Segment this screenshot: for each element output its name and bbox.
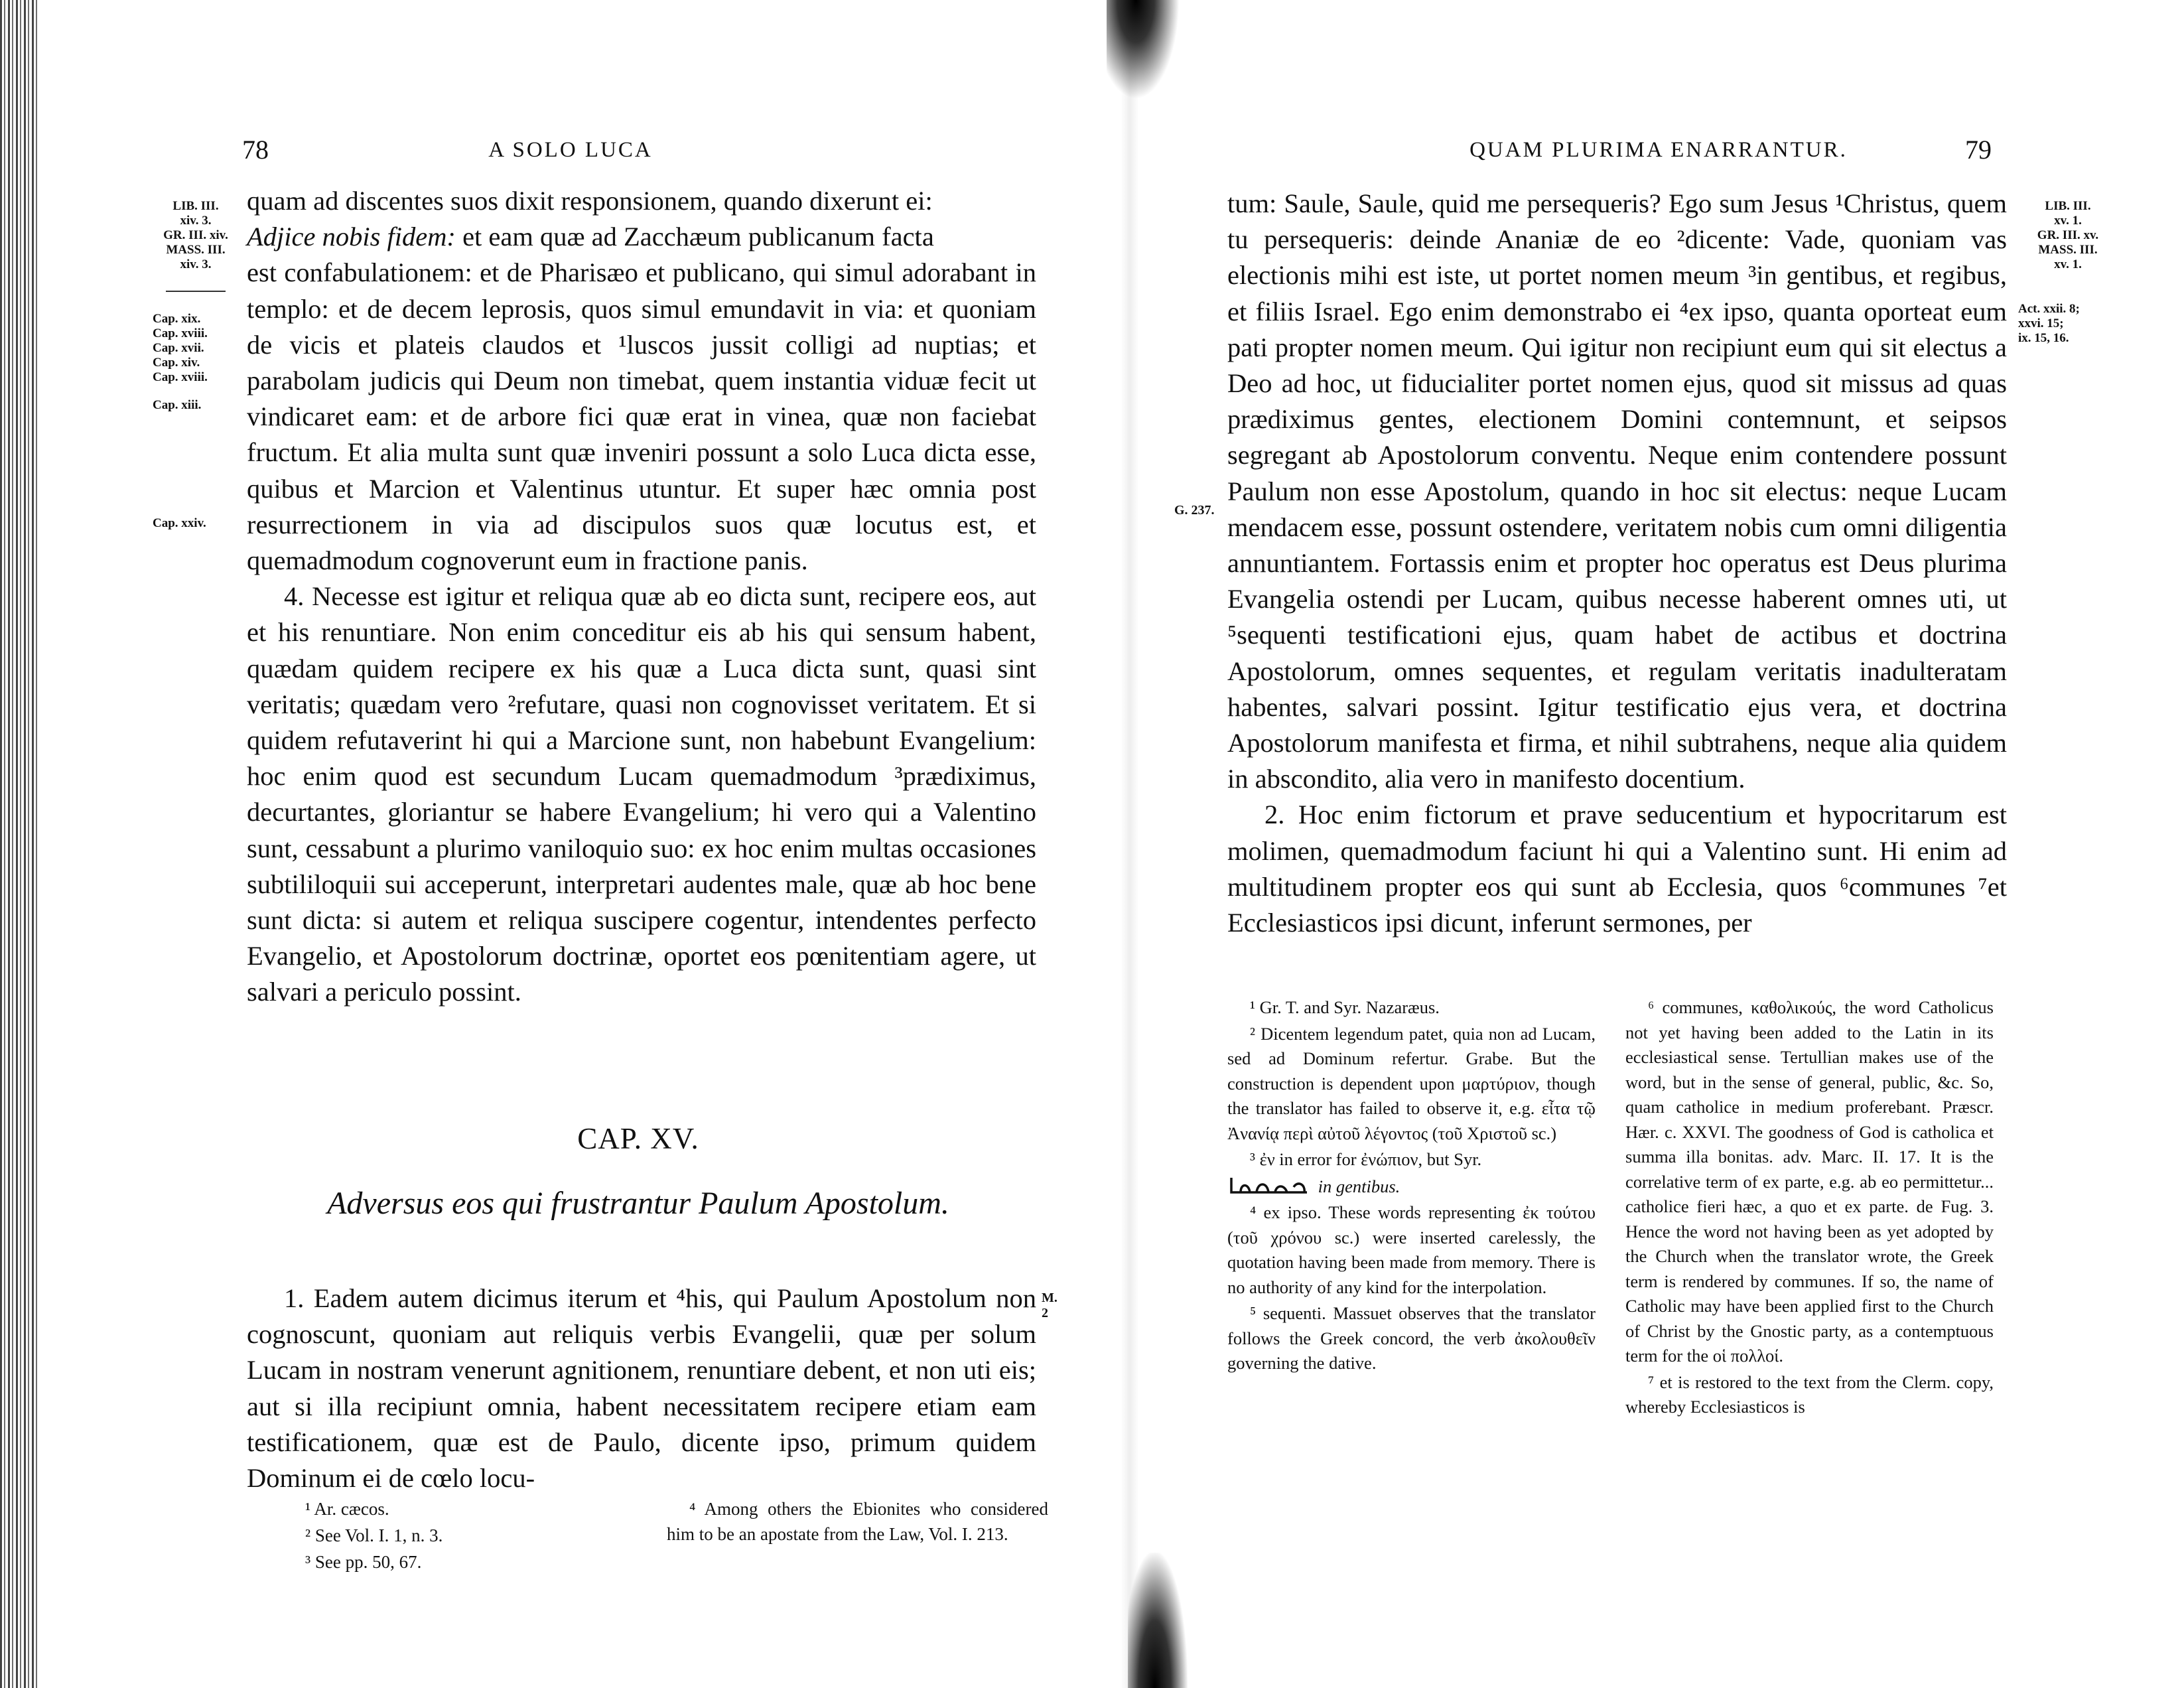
footnote-r7: ⁷ et is restored to the text from the Clerm. copy, whereby Ecclesiasticos is bbox=[1625, 1372, 1994, 1417]
right-margin-ref-block: LIB. III. xv. 1. GR. III. xv. MASS. III. xv. 1. bbox=[2037, 199, 2099, 271]
footnote-r3-syriac bbox=[1227, 1174, 1596, 1200]
gutter-blot-bottom bbox=[1128, 1553, 1188, 1688]
chapter-number: CAP. XV. bbox=[577, 1122, 699, 1155]
left-body-text-2 bbox=[247, 1281, 1036, 1496]
footnote-r4: ⁴ ex ipso. These words representing ἐκ τούτου (τοῦ χρόνου sc.) were inserted carelessly, the quotation having been made from memory. There is no authority of any kind for the interpolation. bbox=[1227, 1202, 1596, 1297]
footnote-r3: ³ ἐν in error for ἐνώπιον, but Syr. bbox=[1250, 1149, 1482, 1169]
para1-line2 bbox=[247, 219, 1036, 255]
right-para1: tum: Saule, Saule, quid me persequeris? Ego sum Jesus ¹Christus, quem tu persequeris: deinde Ananiæ de eo ²dicente: Vade, quoniam vas electionis mihi est iste, ut portet nomen meum ³in gentibus, et regibus, et filiis Israel. Ego enim demonstrabo ei ⁴ex ipso, quanta oporteat eum pati propter nomen meum. Qui igitur non recipiunt eum qui sit electus a Deo ad hoc, ut fiducialiter portet nomen ejus, quod sit missus ad quas prædiximus gentes, electionem Domini contemnunt, et seipsos segregant ab Apostolorum conventu. Neque enim contendere possunt Paulum non esse Apostolum, quando in hoc sit electus: neque Lucam mendacem esse, possunt ostendere, veritatem nobis cum omni diligentia annuntiantem. Fortassis enim et propter hoc operatus est Deus plurima Evangelia ostendi per Lucam, quibus necesse haberent omnes uti, ut ⁵sequenti testificationi ejus, quam habet de actibus et doctrina Apostolorum, omnes sequentes, et regulam veritatis inadulteratam habentes, salvari possint. Igitur testificatio ejus vera, et doctrina Apostolorum manifesta et firma, et nihil subtrahens, neque alia quidem in abscondito, alia vero in manifesto docentium. bbox=[1227, 188, 2007, 794]
para1-rest: est confabulationem: et de Pharisæo et publicano, qui simul adorabant in templo: et de decem leprosis, quos simul emundavit in via: et quoniam de vicis et plateis claudos et ¹luscos jussit colligi ad nuptias; et parabolam judicis qui Deum non timebat, quem instantia viduæ fecit ut vindicaret eam: et de arbore fici quæ erat in vinea, quæ non faciebat fructum. Et alia multa sunt quæ inveniri possunt a solo Luca dicta esse, quibus et Marcion et Valentinus utuntur. Et super hæc omnia post resurrectionem in via ad discipulos suos quæ locutus est, et quemadmodum cognoverunt eum in fractione panis. bbox=[247, 257, 1036, 576]
margin-cap-xxiv: Cap. xxiv. bbox=[153, 516, 206, 530]
left-running-head bbox=[133, 135, 1048, 171]
footnote-2: ² See Vol. I. 1, n. 3. bbox=[305, 1525, 443, 1545]
footnote-r5: ⁵ sequenti. Massuet observes that the translator follows the Greek concord, the verb ἀκολουθεῖν governing the dative. bbox=[1227, 1303, 1596, 1373]
gutter-blot-top bbox=[1107, 0, 1180, 100]
margin-m-ref: M. 2 bbox=[1042, 1291, 1058, 1320]
right-page-number: 79 bbox=[1965, 135, 1992, 165]
footnote-r3-tail: in gentibus. bbox=[1318, 1176, 1400, 1196]
left-fn-col2 bbox=[667, 1496, 1048, 1548]
margin-ref-block: LIB. III. xiv. 3. GR. III. xiv. MASS. III. xiv. 3. bbox=[163, 199, 228, 271]
footnote-4: ⁴ Among others the Ebionites who considered him to be an apostate from the Law, Vol. I. 213. bbox=[667, 1499, 1048, 1544]
right-body-text bbox=[1227, 186, 2007, 941]
right-footnotes bbox=[1227, 995, 1997, 1566]
footnote-r1: ¹ Gr. T. and Syr. Nazaræus. bbox=[1250, 997, 1440, 1017]
chapter-title: Adversus eos qui frustrantur Paulum Apostolum. bbox=[327, 1186, 949, 1221]
footnote-r2: ² Dicentem legendum patet, quia non ad Lucam, sed ad Dominum refertur. Grabe. But the construction is dependent upon μαρτύριον, though the translator has failed to observe it, e.g. εἶτα τῷ Ἀνανίᾳ περὶ αὐτοῦ λέγοντος (τοῦ Χριστοῦ sc.) bbox=[1227, 1023, 1596, 1143]
binding-edge bbox=[0, 0, 38, 1688]
chapter-heading bbox=[247, 1121, 1030, 1222]
footnote-3: ³ See pp. 50, 67. bbox=[305, 1552, 422, 1572]
footnote-r6: ⁶ communes, καθολικούς, the word Catholicus not yet having been added to the Latin in its ecclesiastical sense. Tertullian makes use of the word, but in the sense of general, public, &c. So, quam catholice in medium proferebant. Præscr. Hær. c. XXVI. The goodness of God is catholica et summa illa bonitas. adv. Marc. II. 17. It is the correlative term of ex parte, e.g. ab eo permittetur... catholice fieri hæc, a quo et ex parte. de Fug. 3. Hence the word not having been as yet adopted by the Church when the translator wrote, the Greek term is rendered by communes. If so, the name of Catholic may have been applied first to the Church of Christ by the Gnostic party, as a contemptuous term for the οἱ πολλοί. bbox=[1625, 997, 1994, 1366]
para1-line1: quam ad discentes suos dixit responsionem, quando dixerunt ei: bbox=[247, 186, 933, 216]
footnote-1: ¹ Ar. cæcos. bbox=[305, 1499, 389, 1519]
left-fn-col1 bbox=[305, 1496, 584, 1576]
right-running-title: QUAM PLURIMA ENARRANTUR. bbox=[1469, 138, 1848, 162]
right-fn-col2 bbox=[1625, 995, 1994, 1421]
left-running-title: A SOLO LUCA bbox=[488, 138, 653, 162]
margin-g-ref: G. 237. bbox=[1174, 503, 1215, 518]
para2-section4: 4. Necesse est igitur et reliqua quæ ab eo dicta sunt, recipere eos, aut et his renuntiare. Non enim conceditur eis ab his qui sensum habent, quædam quidem recipere ex his quæ a Luca dicta sunt, quasi sint veritatis; quædam vero ²refutare, quasi non cognovisset veritatem. Et si quidem refutaverint hi qui a Marcione sunt, non habebunt Evangelium: hoc enim quod est secundum Lucam quemadmodum ³prædiximus, decurtantes, gloriantur se habere Evangelium; hi vero qui a Valentino sunt, cessabunt a plurimo vaniloquio suo: ex hoc enim multas occasiones subtililoquii sui acceperunt, interpretari audentes male, quæ ab hoc bene sunt dicta: si autem et reliqua suscipere cogentur, intendentes perfecto Evangelio, et Apostolorum doctrinæ, oportet eos pœnitentiam agere, ut salvari a periculo possint. bbox=[247, 581, 1036, 1007]
left-body-text bbox=[247, 183, 1036, 1011]
gutter-shadow bbox=[1100, 0, 1160, 1688]
right-page bbox=[1174, 0, 2169, 1688]
para3-section1: 1. Eadem autem dicimus iterum et ⁴his, qui Paulum Apostolum non cognoscunt, quoniam aut reliquis verbis Evangelii, quæ per solum Lucam in nostram venerunt agnitionem, renuntiare debent, et non uti eis; aut si illa recipiunt omnia, habent necessitatem recipere etiam eam testificationem, quæ est de Paulo, dicente ipso, primum quidem Dominum ei de cœlo locu- bbox=[247, 1283, 1036, 1494]
margin-rule bbox=[166, 291, 226, 292]
left-page-number: 78 bbox=[242, 135, 269, 165]
right-running-head bbox=[1227, 135, 2169, 171]
left-page bbox=[133, 0, 1058, 1688]
para1-line2-tail: et eam quæ ad Zacchæum publicanum facta bbox=[455, 222, 934, 252]
right-margin-act-ref: Act. xxii. 8; xxvi. 15; ix. 15, 16. bbox=[2018, 302, 2080, 345]
right-para2: 2. Hoc enim fictorum et prave seducentium et hypocritarum est molimen, quemadmodum faciunt hi qui a Valentino sunt. Hi enim ad multitudinem propter eos qui sunt ab Ecclesia, quos ⁶communes ⁷et Ecclesiasticos ipsi dicunt, inferunt sermones, per bbox=[1227, 800, 2007, 938]
left-footnotes bbox=[305, 1496, 1048, 1576]
right-fn-col1 bbox=[1227, 995, 1596, 1377]
margin-cap-xiii: Cap. xiii. bbox=[153, 398, 202, 412]
margin-caps-block: Cap. xix. Cap. xviii. Cap. xvii. Cap. xiv. Cap. xviii. bbox=[153, 312, 208, 384]
syriac-word-icon bbox=[1227, 1174, 1314, 1196]
para1-italic: Adjice nobis fidem: bbox=[247, 222, 456, 252]
